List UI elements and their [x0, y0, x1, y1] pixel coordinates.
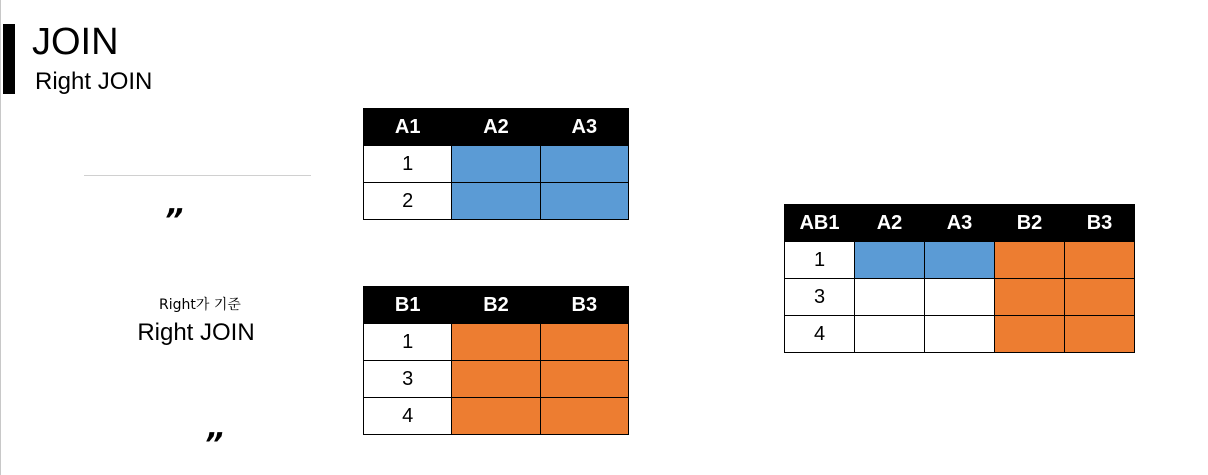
color-cell-orange — [452, 398, 540, 435]
page-subtitle: Right JOIN — [35, 68, 153, 95]
column-header: B2 — [452, 287, 540, 324]
column-header: B3 — [1065, 205, 1135, 242]
table-header-row — [364, 109, 629, 146]
color-cell-orange — [452, 361, 540, 398]
key-cell: 2 — [364, 183, 452, 220]
column-header: AB1 — [785, 205, 855, 242]
key-cell: 4 — [364, 398, 452, 435]
key-cell: 3 — [785, 279, 855, 316]
color-cell-orange — [995, 279, 1065, 316]
color-cell-orange — [1065, 279, 1135, 316]
table-row — [364, 361, 629, 398]
table-result — [784, 204, 1135, 353]
quote-mark-top: ” — [164, 203, 184, 238]
key-cell: 1 — [364, 146, 452, 183]
column-header: A3 — [540, 109, 628, 146]
page-title: JOIN — [32, 21, 119, 63]
key-cell: 4 — [785, 316, 855, 353]
color-cell-white — [855, 316, 925, 353]
table-row — [785, 279, 1135, 316]
quote-mark-bottom: ” — [204, 427, 224, 462]
table-row — [364, 183, 629, 220]
color-cell-orange — [540, 361, 628, 398]
color-cell-orange — [540, 398, 628, 435]
table-row — [364, 398, 629, 435]
divider — [84, 175, 311, 176]
table-row — [364, 324, 629, 361]
column-header: A3 — [925, 205, 995, 242]
column-header: A2 — [855, 205, 925, 242]
color-cell-orange — [995, 316, 1065, 353]
key-cell: 1 — [785, 242, 855, 279]
color-cell-white — [855, 279, 925, 316]
caption-large: Right JOIN — [137, 319, 255, 346]
key-cell: 1 — [364, 324, 452, 361]
table-header-row — [364, 287, 629, 324]
color-cell-orange — [540, 324, 628, 361]
column-header: B1 — [364, 287, 452, 324]
color-cell-blue — [855, 242, 925, 279]
table-row — [785, 242, 1135, 279]
color-cell-blue — [540, 183, 628, 220]
color-cell-blue — [540, 146, 628, 183]
table-b — [363, 286, 629, 435]
color-cell-blue — [925, 242, 995, 279]
table-header-row — [785, 205, 1135, 242]
title-accent-bar — [3, 24, 15, 94]
table-a — [363, 108, 629, 220]
column-header: B3 — [540, 287, 628, 324]
column-header: A2 — [452, 109, 540, 146]
caption-small: Right가 기준 — [159, 297, 241, 313]
color-cell-orange — [1065, 316, 1135, 353]
table-row — [364, 146, 629, 183]
color-cell-orange — [1065, 242, 1135, 279]
color-cell-blue — [452, 146, 540, 183]
column-header: B2 — [995, 205, 1065, 242]
column-header: A1 — [364, 109, 452, 146]
color-cell-white — [925, 279, 995, 316]
color-cell-orange — [452, 324, 540, 361]
key-cell: 3 — [364, 361, 452, 398]
table-row — [785, 316, 1135, 353]
color-cell-orange — [995, 242, 1065, 279]
color-cell-blue — [452, 183, 540, 220]
color-cell-white — [925, 316, 995, 353]
slide-border — [0, 0, 1, 475]
